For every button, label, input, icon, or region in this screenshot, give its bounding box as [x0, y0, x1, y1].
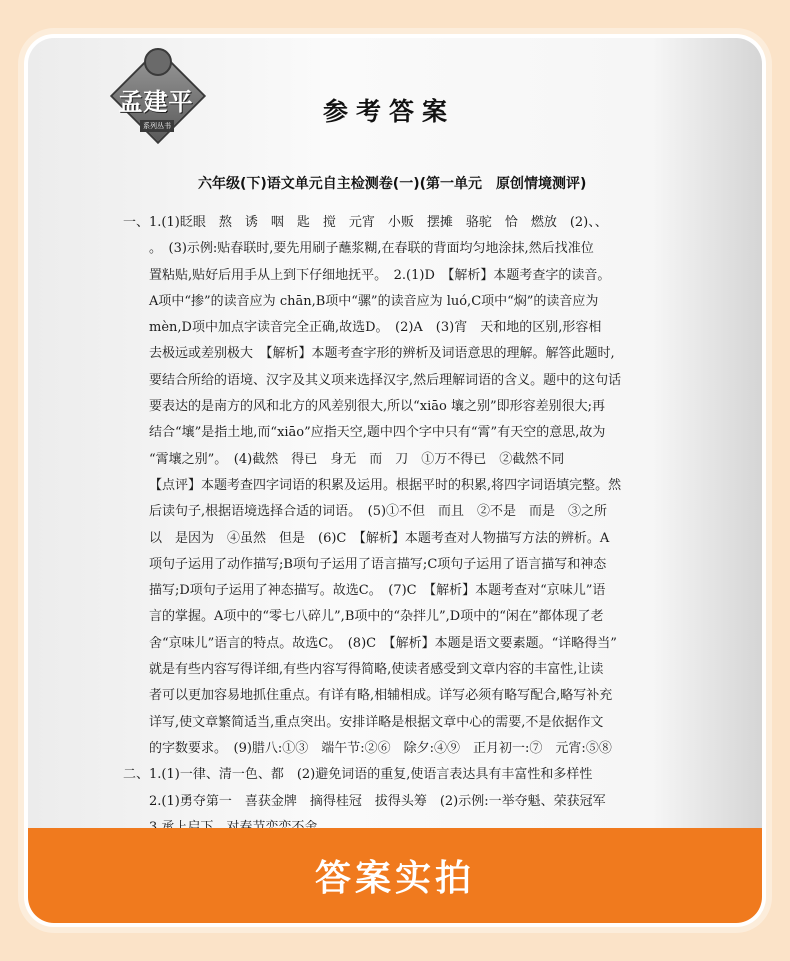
- logo-subtitle: 系列丛书: [140, 120, 174, 132]
- answer-line: 【点评】本题考查四字词语的积累及运用。根据平时的积累,将四字词语填完整。然: [149, 477, 622, 493]
- answer-line: mèn,D项中加点字读音完全正确,故选D。 (2)A (3)宵 天和地的区别,形容相: [149, 320, 602, 336]
- answer-line: 舍“京味儿”语言的特点。故选C。 (8)C 【解析】本题是语文要素题。“详略得当”: [149, 635, 617, 651]
- answer-line: 就是有些内容写得详细,有些内容写得简略,使读者感受到文章内容的丰富性,让读: [149, 662, 604, 678]
- page-title: 参考答案: [323, 97, 456, 126]
- answer-line: 置粘贴,贴好后用手从上到下仔细地抚平。 2.(1)D 【解析】本题考查字的读音。: [149, 267, 611, 283]
- logo-name: 孟建平: [118, 87, 194, 116]
- answer-line: 要表达的是南方的风和北方的风差别很大,所以“xiāo 壤之别”即形容差别很大;再: [149, 399, 606, 415]
- answer-line: 二、1.(1)一律、清一色、都 (2)避免词语的重复,使语言表达具有丰富性和多样性: [123, 767, 593, 783]
- answer-line: 2.(1)勇夺第一 喜获金牌 摘得桂冠 拔得头筹 (2)示例:一举夺魁、荣获冠军: [149, 793, 606, 809]
- page-subtitle: 六年级(下)语文单元自主检测卷(一)(第一单元 原创情境测评): [198, 176, 587, 192]
- answer-line: 言的掌握。A项中的“零七八碎儿”,B项中的“杂拌儿”,D项中的“闲在”都体现了老: [149, 609, 604, 625]
- answer-line: 一、1.(1)眨眼 熬 诱 咽 匙 搅 元宵 小贩 摆摊 骆驼 恰 燃放 (2)、、: [123, 215, 608, 230]
- answer-line: 去极远或差别极大 【解析】本题考查字形的辨析及词语意思的理解。解答此题时,: [149, 346, 615, 362]
- answer-line: 详写,使文章繁简适当,重点突出。安排详略是根据文章中心的需要,不是依据作文: [149, 714, 604, 730]
- banner-label: 答案实拍: [314, 858, 475, 899]
- answer-line: 的字数要求。 (9)腊八:①③ 端午节:②⑥ 除夕:④⑨ 正月初一:⑦ 元宵:⑤⑧: [149, 740, 612, 756]
- answer-line: “霄壤之别”。 (4)截然 得已 身无 而 刀 ①万不得已 ②截然不同: [149, 451, 565, 467]
- logo-seal-icon: [144, 48, 172, 76]
- answer-line: A项中“掺”的读音应为 chān,B项中“骡”的读音应为 luó,C项中“焖”的读音应为: [149, 293, 599, 309]
- answer-line: 。 (3)示例:贴春联时,要先用刷子蘸浆糊,在春联的背面均匀地涂抹,然后找准位: [149, 241, 594, 257]
- brand-logo: [106, 48, 206, 136]
- answer-line: 描写;D项句子运用了神态描写。故选C。 (7)C 【解析】本题考查对“京味儿”语: [149, 583, 606, 599]
- answer-body: [123, 210, 723, 867]
- answer-line: 后读句子,根据语境选择合适的词语。 (5)①不但 而且 ②不是 而是 ③之所: [149, 504, 608, 520]
- answer-line: 者可以更加容易地抓住重点。有详有略,相辅相成。详写必须有略写配合,略写补充: [149, 688, 613, 704]
- answer-line: 以 是因为 ④虽然 但是 (6)C 【解析】本题考查对人物描写方法的辨析。A: [149, 530, 610, 546]
- answer-line: 项句子运用了动作描写;B项句子运用了语言描写;C项句子运用了语言描写和神态: [149, 556, 607, 572]
- photo-card: [28, 38, 762, 923]
- answer-page: [28, 38, 762, 828]
- answer-line: 结合“壤”是指土地,而“xiāo”应指天空,题中四个字中只有“霄”有天空的意思,故为: [149, 425, 606, 441]
- answer-photo-banner: [28, 828, 762, 923]
- answer-line: 要结合所给的语境、汉字及其义项来选择汉字,然后理解词语的含义。题中的这句话: [149, 372, 622, 388]
